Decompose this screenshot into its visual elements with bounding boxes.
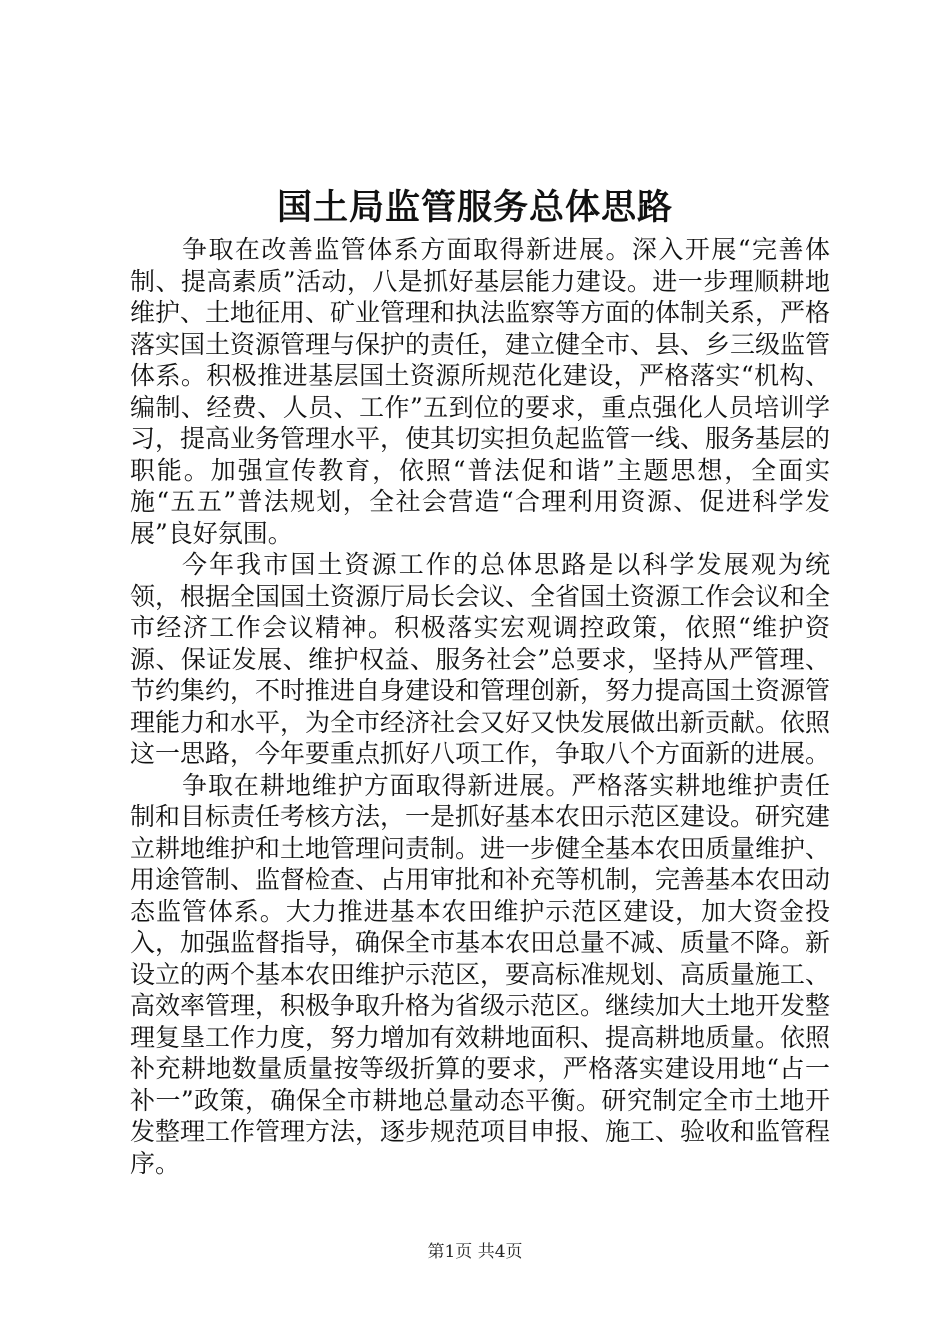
paragraph-1: 争取在改善监管体系方面取得新进展。深入开展“完善体制、提高素质”活动，八是抓好基层能力建设。进一步理顺耕地维护、土地征用、矿业管理和执法监察等方面的体制关系，严格落实国土资源管理与保护的责任，建立健全市、县、乡三级监管体系。积极推进基层国土资源所规范化建设，严格落实“机构、编制、经费、人员、工作”五到位的要求，重点强化人员培训学习，提高业务管理水平，使其切实担负起监管一线、服务基层的职能。加强宣传教育，依照“普法促和谐”主题思想，全面实施“五五”普法规划，全社会营造“合理利用资源、促进科学发展”良好氛围。	[130, 235, 831, 548]
document-title: 国土局监管服务总体思路	[276, 187, 673, 228]
document-body	[130, 234, 830, 1179]
paragraph-3: 争取在耕地维护方面取得新进展。严格落实耕地维护责任制和目标责任考核方法，一是抓好基本农田示范区建设。研究建立耕地维护和土地管理问责制。进一步健全基本农田质量维护、用途管制、监督检查、占用审批和补充等机制，完善基本农田动态监管体系。大力推进基本农田维护示范区建设，加大资金投入，加强监督指导，确保全市基本农田总量不减、质量不降。新设立的两个基本农田维护示范区，要高标准规划、高质量施工、高效率管理，积极争取升格为省级示范区。继续加大土地开发整理复垦工作力度，努力增加有效耕地面积、提高耕地质量。依照补充耕地数量质量按等级折算的要求，严格落实建设用地“占一补一”政策，确保全市耕地总量动态平衡。研究制定全市土地开发整理工作管理方法，逐步规范项目申报、施工、验收和监管程序。	[130, 770, 831, 1178]
page-footer: 第1页 共4页	[427, 1242, 523, 1262]
paragraph-2: 今年我市国土资源工作的总体思路是以科学发展观为统领，根据全国国土资源厅局长会议、全省国土资源工作会议和全市经济工作会议精神。积极落实宏观调控政策，依照“维护资源、保证发展、维护权益、服务社会”总要求，坚持从严管理、节约集约，不时推进自身建设和管理创新，努力提高国土资源管理能力和水平，为全市经济社会又好又快发展做出新贡献。依照这一思路，今年要重点抓好八项工作，争取八个方面新的进展。	[130, 550, 831, 768]
